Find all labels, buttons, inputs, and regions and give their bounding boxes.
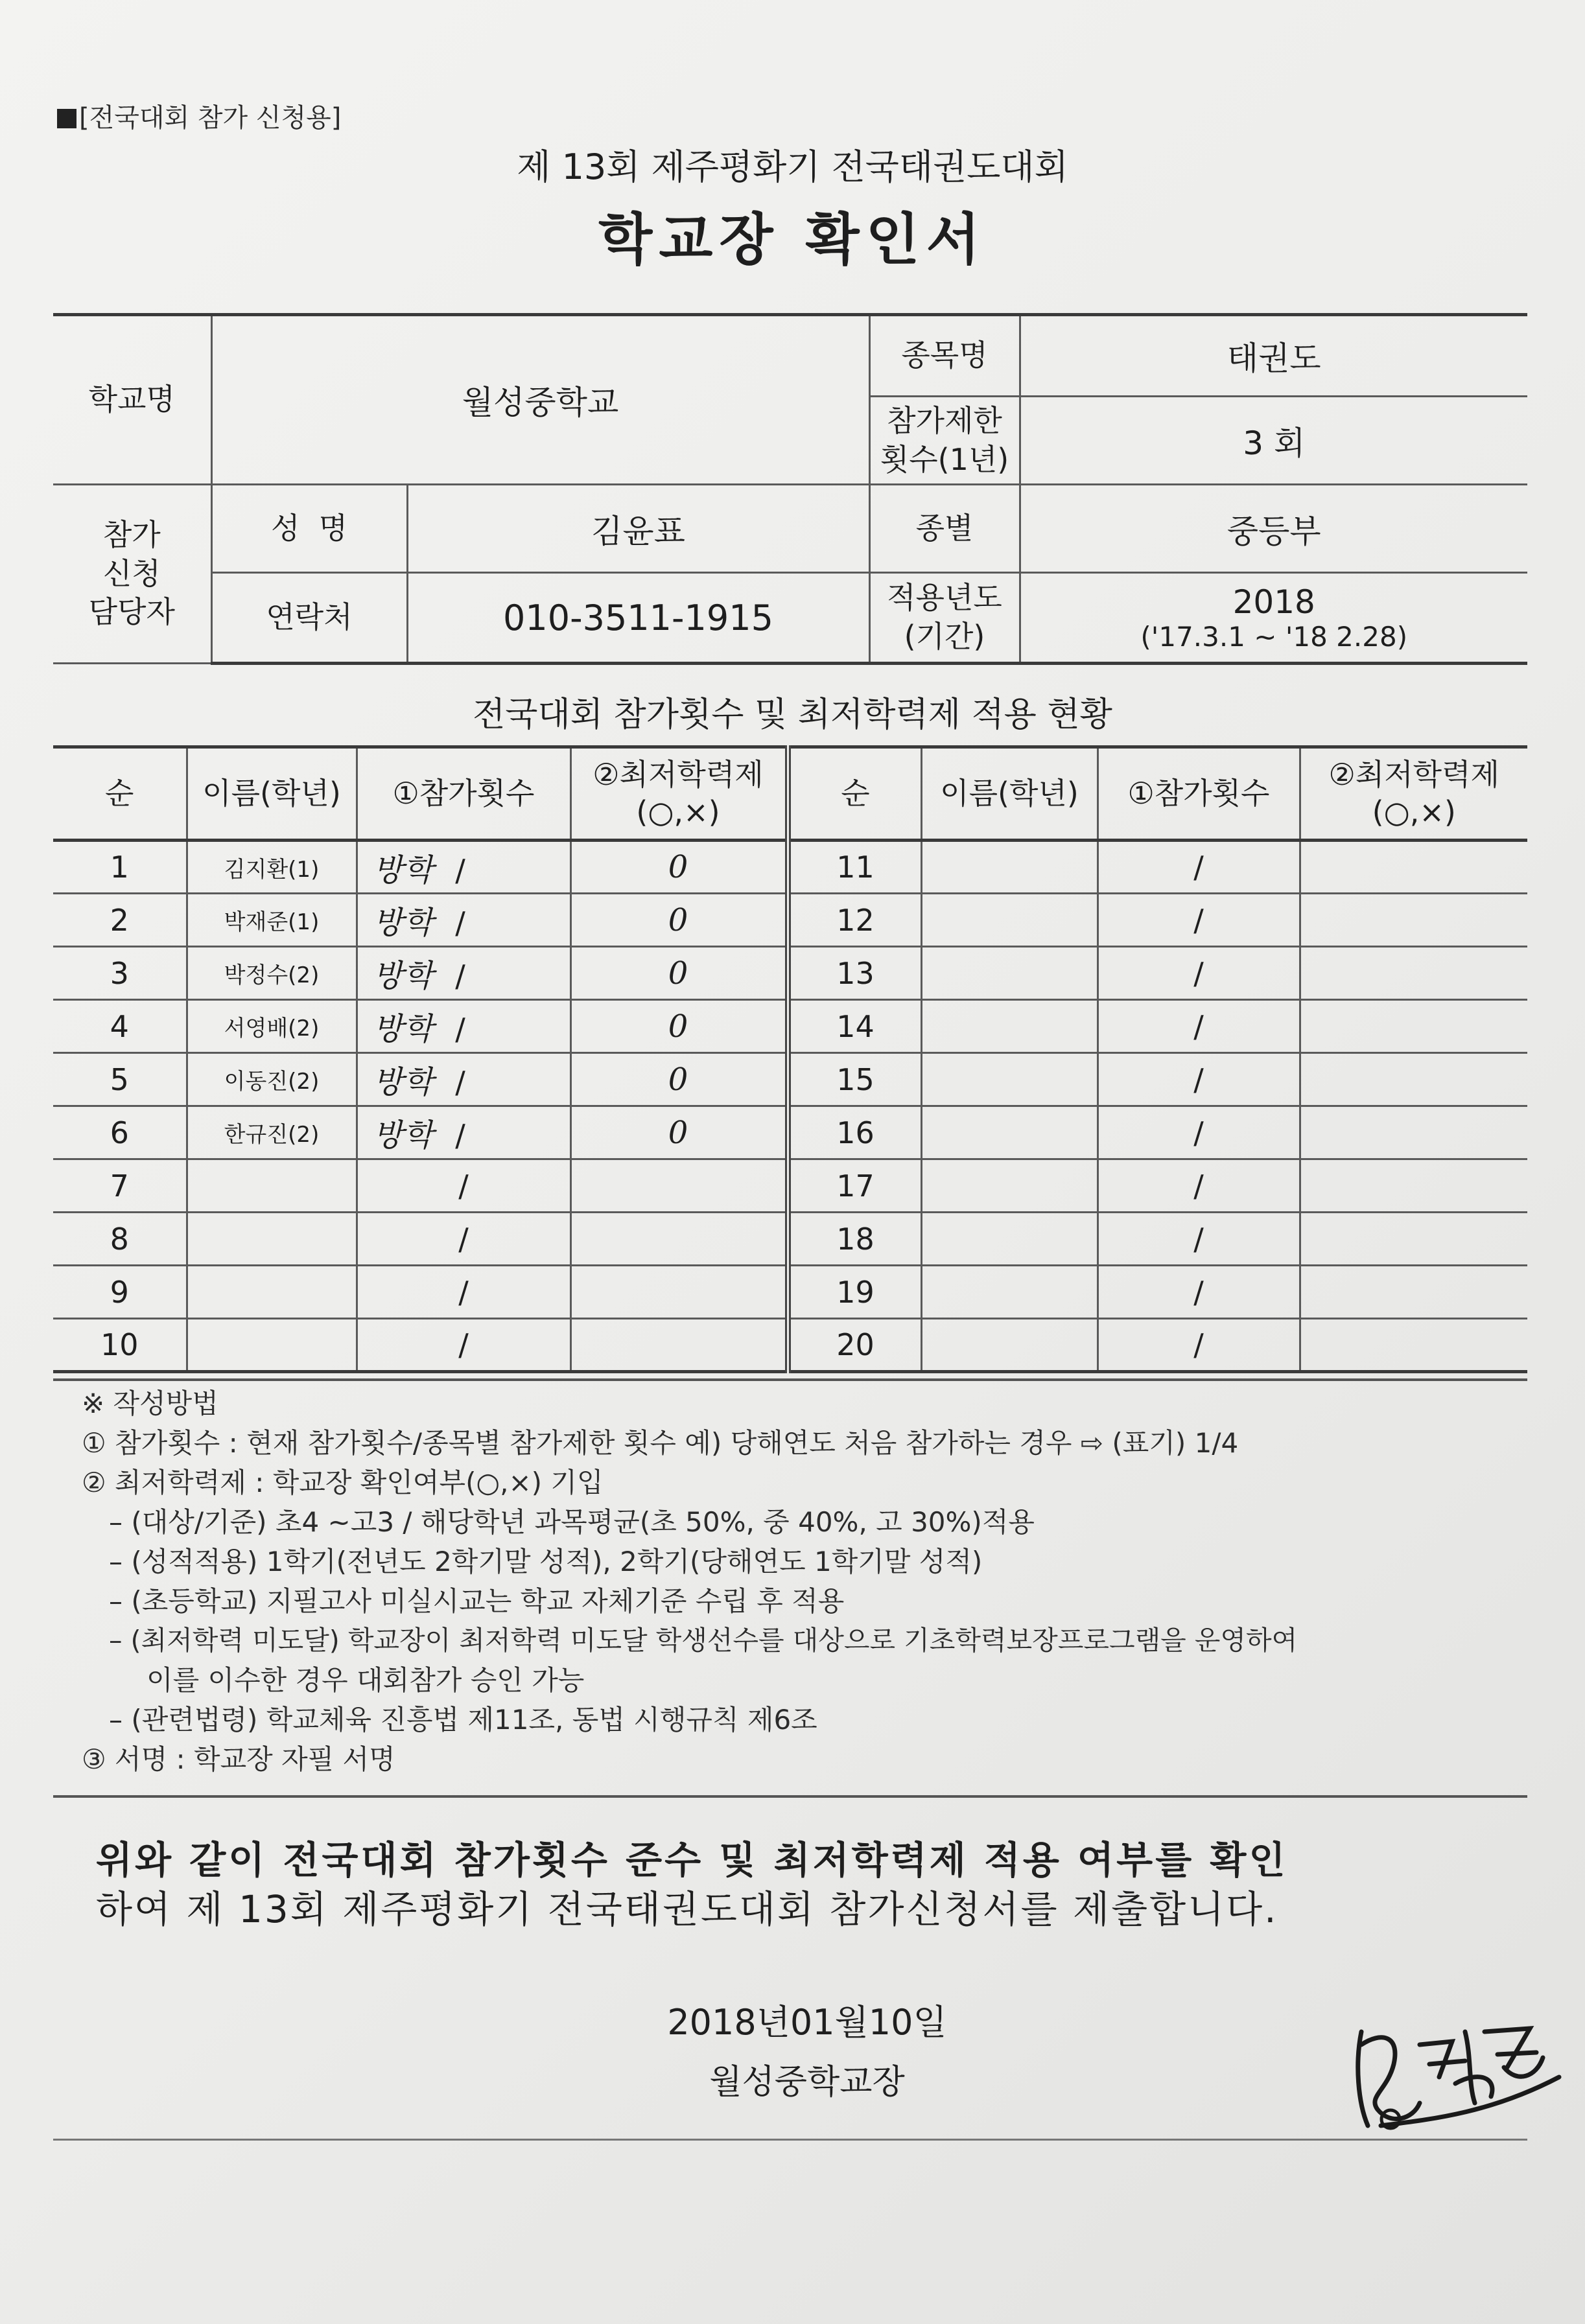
min-achievement-mark: 0	[570, 1106, 788, 1159]
student-name-right	[921, 1266, 1098, 1319]
declaration	[96, 1835, 1490, 1934]
header-no-right: 순	[788, 747, 921, 841]
phone-label: 연락처	[211, 573, 407, 664]
header-no: 순	[53, 747, 187, 841]
issue-date: 2018년01월10일	[667, 2002, 947, 2043]
count-handwritten: 방학	[373, 905, 434, 941]
row-number-right: 12	[788, 894, 921, 947]
min-achievement-mark	[570, 1266, 788, 1319]
count-handwritten: 방학	[373, 1011, 434, 1047]
participation-count-right: /	[1098, 1319, 1300, 1372]
row-number-right: 13	[788, 947, 921, 1000]
count-slash: /	[455, 1065, 465, 1100]
school-value: 월성중학교	[211, 315, 869, 485]
count-slash: /	[455, 852, 465, 888]
name-label: 성 명	[211, 485, 407, 573]
count-handwritten: 방학	[373, 958, 434, 994]
division-label: 종별	[869, 485, 1020, 573]
row-number-right: 15	[788, 1053, 921, 1106]
row-number-right: 20	[788, 1319, 921, 1372]
participation-count	[357, 894, 570, 947]
notes-heading: ※ 작성방법	[82, 1388, 218, 1419]
participation-count	[357, 1319, 570, 1372]
header-count: ①참가횟수	[357, 747, 570, 841]
table-row	[53, 1000, 1527, 1053]
year-period: ('17.3.1 ~ '18 2.28)	[1140, 620, 1408, 653]
participation-count-right: /	[1098, 841, 1300, 894]
row-number-right: 14	[788, 1000, 921, 1053]
note-2a: – (대상/기준) 초4 ~고3 / 해당학년 과목평균(초 50%, 중 40%, 고 30%)적용	[109, 1506, 1035, 1538]
note-3: ③ 서명 : 학교장 자필 서명	[82, 1743, 395, 1775]
document-title: 학교장 확인서	[598, 207, 987, 272]
info-table	[53, 313, 1527, 665]
student-name	[187, 1213, 357, 1266]
student-name: 박정수(2)	[187, 947, 357, 1000]
student-name-right	[921, 1053, 1098, 1106]
form-kind-label: [전국대회 참가 신청용]	[57, 97, 341, 134]
min-achievement-mark: 0	[570, 947, 788, 1000]
row-number: 9	[53, 1266, 187, 1319]
note-2: ② 최저학력제 : 학교장 확인여부(○,×) 기입	[82, 1467, 604, 1498]
student-name: 서영배(2)	[187, 1000, 357, 1053]
student-name	[187, 1266, 357, 1319]
sport-label: 종목명	[869, 315, 1020, 397]
student-name-right	[921, 947, 1098, 1000]
min-achievement-mark-right	[1300, 1213, 1527, 1266]
count-slash: /	[458, 1168, 469, 1203]
limit-value: 3 회	[1020, 397, 1527, 485]
student-name-right	[921, 1106, 1098, 1159]
table-row	[53, 1106, 1527, 1159]
table-row	[53, 1159, 1527, 1213]
min-achievement-mark	[570, 1319, 788, 1372]
min-achievement-mark: 0	[570, 894, 788, 947]
phone-value: 010-3511-1915	[407, 573, 869, 664]
student-name-right	[921, 1159, 1098, 1213]
row-number-right: 16	[788, 1106, 921, 1159]
participation-count-right: /	[1098, 894, 1300, 947]
student-name-right	[921, 841, 1098, 894]
header-name-right: 이름(학년)	[921, 747, 1098, 841]
declaration-line-1: 위와 같이 전국대회 참가횟수 준수 및 최저학력제 적용 여부를 확인	[96, 1838, 1288, 1882]
limit-label: 참가제한 횟수(1년)	[869, 397, 1020, 485]
participation-count-right: /	[1098, 1106, 1300, 1159]
table-row	[53, 894, 1527, 947]
min-achievement-mark-right	[1300, 1000, 1527, 1053]
participation-count	[357, 1106, 570, 1159]
participation-count-right: /	[1098, 1266, 1300, 1319]
participation-count	[357, 841, 570, 894]
name-value: 김윤표	[407, 485, 869, 573]
table-row	[53, 1213, 1527, 1266]
participation-count-right: /	[1098, 947, 1300, 1000]
participation-count	[357, 1159, 570, 1213]
count-handwritten: 방학	[373, 852, 434, 889]
count-handwritten: 방학	[373, 1064, 434, 1100]
note-2d-continued: 이를 이수한 경우 대회참가 승인 가능	[147, 1664, 585, 1696]
contact-group-label: 참가 신청 담당자	[53, 485, 211, 664]
min-achievement-mark-right	[1300, 894, 1527, 947]
note-1: ① 참가횟수 : 현재 참가횟수/종목별 참가제한 횟수 예) 당해연도 처음 참가하는 경우 ⇨ (표기) 1/4	[82, 1427, 1239, 1459]
min-achievement-mark-right	[1300, 1053, 1527, 1106]
event-title: 제 13회 제주평화기 전국태권도대회	[517, 146, 1068, 187]
table-row	[53, 1266, 1527, 1319]
count-slash: /	[455, 959, 465, 994]
student-name-right	[921, 894, 1098, 947]
participation-count-right: /	[1098, 1000, 1300, 1053]
status-table	[53, 745, 1527, 1373]
row-number-right: 18	[788, 1213, 921, 1266]
count-slash: /	[458, 1327, 469, 1362]
min-achievement-mark: 0	[570, 1000, 788, 1053]
division-value: 중등부	[1020, 485, 1527, 573]
row-number: 1	[53, 841, 187, 894]
row-number: 4	[53, 1000, 187, 1053]
participation-count-right: /	[1098, 1213, 1300, 1266]
min-achievement-mark-right	[1300, 947, 1527, 1000]
count-slash: /	[458, 1274, 469, 1310]
principal-title: 월성중학교장	[709, 2063, 905, 2102]
bottom-line	[53, 2139, 1527, 2141]
row-number: 5	[53, 1053, 187, 1106]
header-count-right: ①참가횟수	[1098, 747, 1300, 841]
student-name-right	[921, 1319, 1098, 1372]
status-header-row	[53, 747, 1527, 841]
row-number: 10	[53, 1319, 187, 1372]
instructions	[82, 1384, 1527, 1779]
min-achievement-mark-right	[1300, 1159, 1527, 1213]
row-number-right: 17	[788, 1159, 921, 1213]
participation-count	[357, 947, 570, 1000]
student-name-right	[921, 1213, 1098, 1266]
min-achievement-mark-right	[1300, 841, 1527, 894]
year-label: 적용년도 (기간)	[869, 573, 1020, 664]
student-name: 한규진(2)	[187, 1106, 357, 1159]
count-slash: /	[455, 1012, 465, 1047]
declaration-line-2: 하여 제 13회 제주평화기 전국태권도대회 참가신청서를 제출합니다.	[96, 1887, 1278, 1931]
square-bullet-icon	[57, 109, 76, 128]
sport-value: 태권도	[1020, 315, 1527, 397]
table-row	[53, 841, 1527, 894]
row-number: 6	[53, 1106, 187, 1159]
participation-count-right: /	[1098, 1053, 1300, 1106]
row-number: 3	[53, 947, 187, 1000]
row-number-right: 19	[788, 1266, 921, 1319]
count-slash: /	[455, 905, 465, 940]
student-name	[187, 1159, 357, 1213]
divider-line-2	[53, 1795, 1527, 1798]
year-value: 2018 ('17.3.1 ~ '18 2.28)	[1020, 573, 1527, 664]
header-name: 이름(학년)	[187, 747, 357, 841]
row-number-right: 11	[788, 841, 921, 894]
count-slash: /	[458, 1221, 469, 1257]
count-handwritten: 방학	[373, 1117, 434, 1154]
student-name	[187, 1319, 357, 1372]
student-name-right	[921, 1000, 1098, 1053]
row-number: 2	[53, 894, 187, 947]
student-name: 이동진(2)	[187, 1053, 357, 1106]
min-achievement-mark-right	[1300, 1106, 1527, 1159]
participation-count	[357, 1000, 570, 1053]
handwritten-signature	[1342, 2006, 1562, 2135]
row-number: 7	[53, 1159, 187, 1213]
school-label: 학교명	[53, 315, 211, 485]
min-achievement-mark-right	[1300, 1266, 1527, 1319]
min-achievement-mark: 0	[570, 1053, 788, 1106]
header-min-right: ②최저학력제 (○,×)	[1300, 747, 1527, 841]
min-achievement-mark-right	[1300, 1319, 1527, 1372]
participation-count	[357, 1213, 570, 1266]
min-achievement-mark	[570, 1213, 788, 1266]
min-achievement-mark: 0	[570, 841, 788, 894]
note-2b: – (성적적용) 1학기(전년도 2학기말 성적), 2학기(당해연도 1학기말 성적)	[109, 1546, 983, 1577]
status-section-title: 전국대회 참가횟수 및 최저학력제 적용 현황	[473, 695, 1112, 734]
divider-line	[53, 1378, 1527, 1381]
student-name: 박재준(1)	[187, 894, 357, 947]
note-2d: – (최저학력 미도달) 학교장이 최저학력 미도달 학생선수를 대상으로 기초학력보장프로그램을 운영하여	[109, 1625, 1298, 1656]
participation-count	[357, 1266, 570, 1319]
table-row	[53, 1319, 1527, 1372]
count-slash: /	[455, 1118, 465, 1153]
row-number: 8	[53, 1213, 187, 1266]
participation-count-right: /	[1098, 1159, 1300, 1213]
table-row	[53, 947, 1527, 1000]
participation-count	[357, 1053, 570, 1106]
note-2c: – (초등학교) 지필고사 미실시교는 학교 자체기준 수립 후 적용	[109, 1585, 845, 1617]
table-row	[53, 1053, 1527, 1106]
student-name: 김지환(1)	[187, 841, 357, 894]
min-achievement-mark	[570, 1159, 788, 1213]
header-min: ②최저학력제 (○,×)	[570, 747, 788, 841]
note-2e: – (관련법령) 학교체육 진흥법 제11조, 동법 시행규칙 제6조	[109, 1704, 817, 1736]
